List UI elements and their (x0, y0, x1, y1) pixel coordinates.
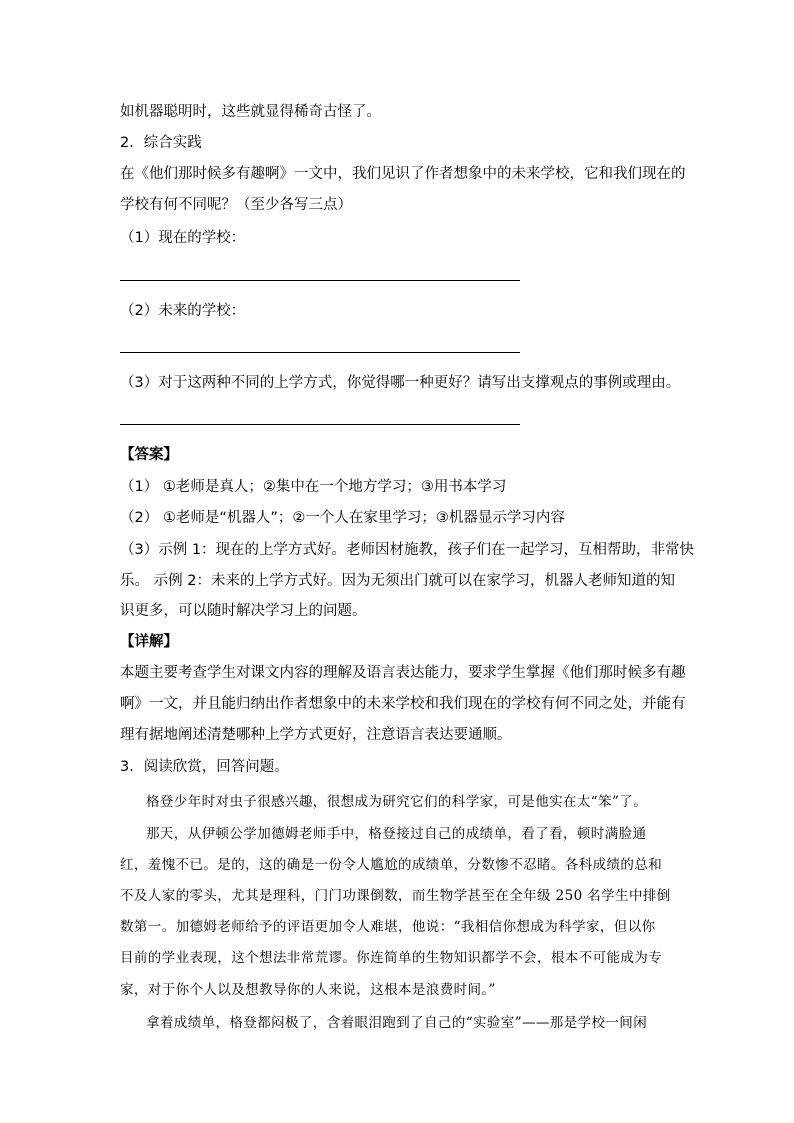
passage-line: 目前的学业表现，这个想法非常荒谬。你连简单的生物知识都学不会，根本不可能成为专 (120, 950, 663, 966)
passage-line: 不及人家的零头，尤其是理科，门门功课倒数，而生物学甚至在全年级 250 名学生中排倒 (120, 888, 671, 904)
passage-line: 红，羞愧不已。是的，这的确是一份令人尴尬的成绩单，分数惨不忍睹。各科成绩的总和 (120, 857, 663, 873)
question-2-heading: 2．综合实践 (120, 135, 202, 151)
prompt-future-school: （2）未来的学校： (120, 303, 246, 319)
prompt-current-school: （1）现在的学校： (120, 230, 246, 246)
passage-line: 格登少年时对虫子很感兴趣，很想成为研究它们的科学家，可是他实在太“笨”了。 (146, 794, 648, 810)
answer-blank-line (120, 280, 520, 281)
explanation-line: 理有据地阐述清楚哪种上学方式更好，注意语言表达要通顺。 (120, 727, 512, 743)
explanation-heading: 【详解】 (120, 634, 178, 650)
question-3-heading: 3．阅读欣赏，回答问题。 (120, 759, 289, 775)
answer-line: 识更多，可以随时解决学习上的问题。 (120, 603, 367, 619)
text-line: 如机器聪明时，这些就显得稀奇古怪了。 (120, 104, 381, 120)
answer-line: （3）示例 1：现在的上学方式好。老师因材施教，孩子们在一起学习，互相帮助，非常快 (120, 542, 695, 558)
answer-line: （2） ①老师是“机器人”；②一个人在家里学习；③机器显示学习内容 (120, 510, 565, 526)
answer-heading: 【答案】 (120, 447, 178, 463)
text-line: 在《他们那时候多有趣啊》一文中，我们见识了作者想象中的未来学校，它和我们现在的 (120, 166, 686, 182)
answer-line: （1） ①老师是真人；②集中在一个地方学习；③用书本学习 (120, 479, 507, 495)
passage-line: 拿着成绩单，格登都闷极了，含着眼泪跑到了自己的“实验室”——那是学校一间闲 (146, 1015, 648, 1031)
passage-line: 那天，从伊顿公学加德姆老师手中，格登接过自己的成绩单，看了看，顿时满脸通 (146, 826, 647, 842)
text-line: 学校有何不同呢？（至少各写三点） (120, 197, 352, 213)
answer-blank-line (120, 424, 520, 425)
passage-line: 数第一。加德姆老师给予的评语更加令人难堪，他说：“我相信你想成为科学家，但以你 (120, 919, 656, 935)
explanation-line: 啊》一文，并且能归纳出作者想象中的未来学校和我们现在的学校有何不同之处，并能有 (120, 696, 686, 712)
passage-line: 家，对于你个人以及想教导你的人来说，这根本是浪费时间。” (120, 982, 496, 998)
answer-blank-line (120, 352, 520, 353)
explanation-line: 本题主要考查学生对课文内容的理解及语言表达能力，要求学生掌握《他们那时候多有趣 (120, 665, 686, 681)
prompt-opinion: （3）对于这两种不同的上学方式，你觉得哪一种更好？请写出支撑观点的事例或理由。 (120, 375, 681, 391)
answer-line: 乐。 示例 2：未来的上学方式好。因为无须出门就可以在家学习，机器人老师知道的知 (120, 573, 675, 589)
